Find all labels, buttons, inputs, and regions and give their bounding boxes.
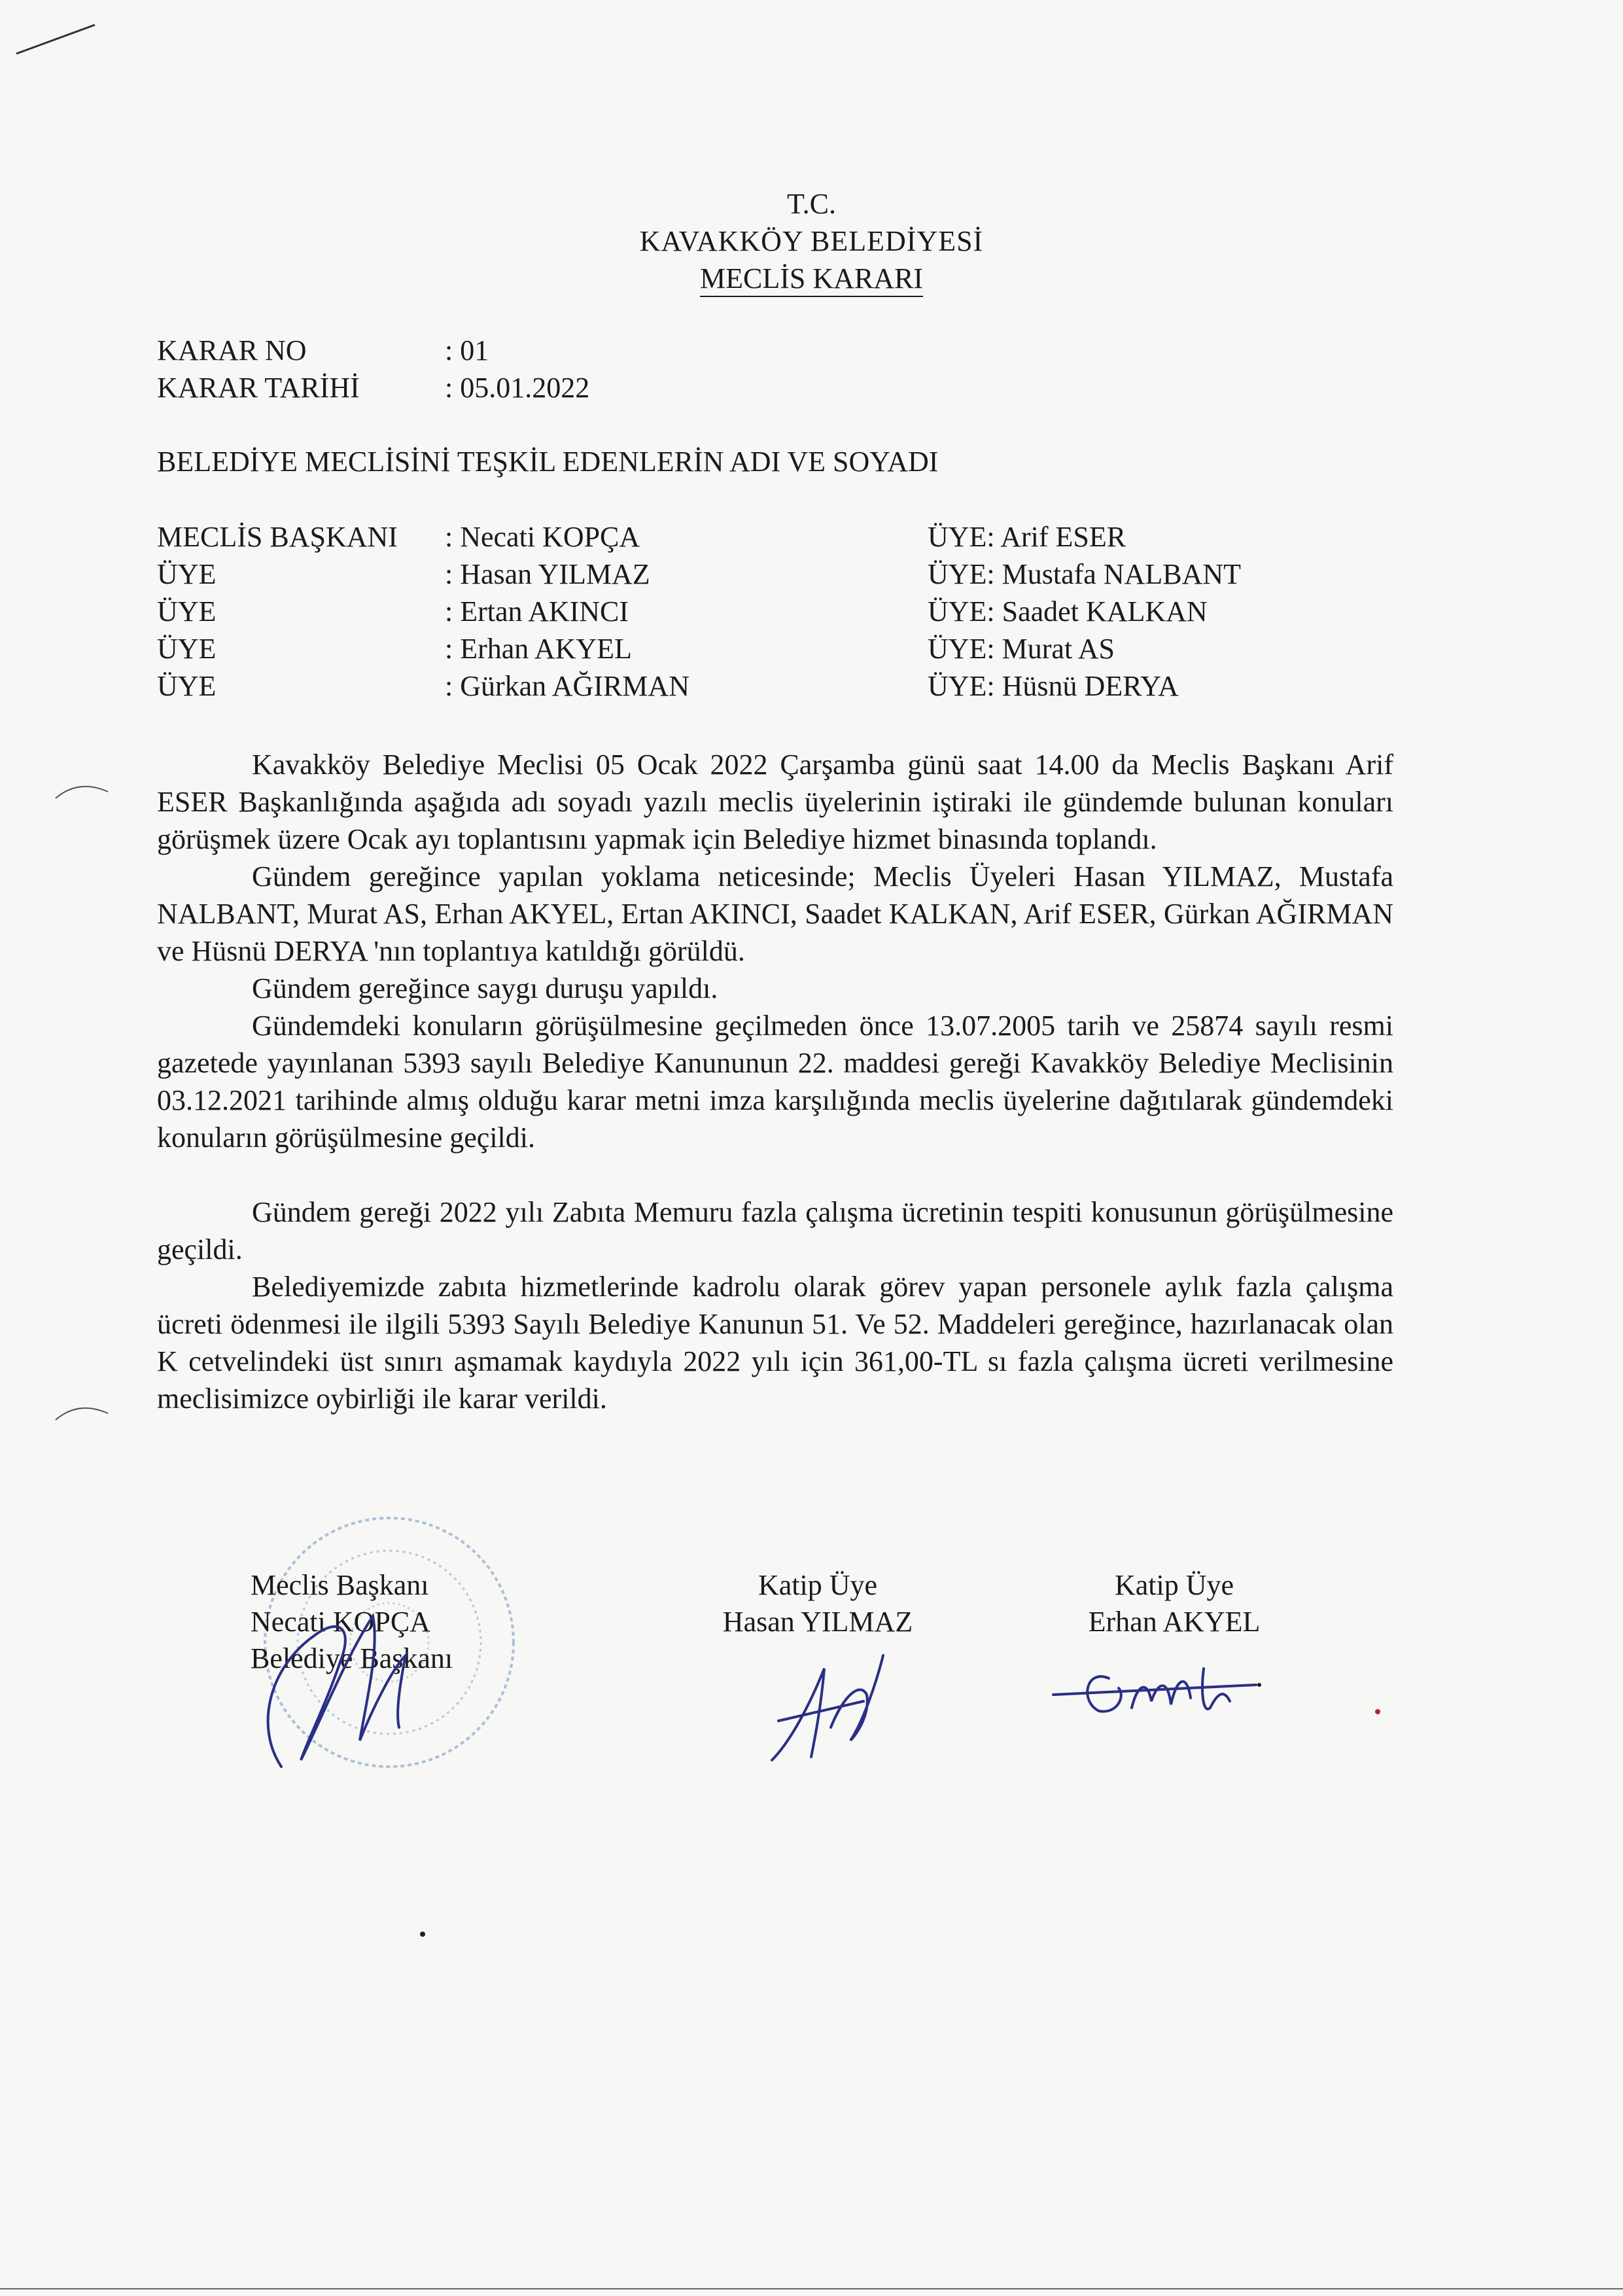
council-title: BELEDİYE MECLİSİNİ TEŞKİL EDENLERİN ADI VE SOYADI xyxy=(157,446,939,478)
council-name: : Hasan YILMAZ xyxy=(445,558,650,590)
signature-name: Hasan YILMAZ xyxy=(722,1606,913,1638)
handwritten-signature-icon xyxy=(752,1642,909,1773)
signature-block-clerk-2 xyxy=(1050,1567,1299,1640)
council-member-right: ÜYE: Hüsnü DERYA xyxy=(928,670,1179,702)
signature-role: Belediye Başkanı xyxy=(251,1642,453,1674)
header-decision-title: MECLİS KARARI xyxy=(0,260,1623,298)
council-role: ÜYE xyxy=(157,595,217,627)
paragraph-agenda-item: Gündem gereği 2022 yılı Zabıta Memuru fazla çalışma ücretinin tespiti konusunun görüşülmesine geçildi. xyxy=(157,1196,1393,1265)
decision-no-label: KARAR NO xyxy=(157,334,307,366)
paragraph-resolution: Belediyemizde zabıta hizmetlerinde kadrolu olarak görev yapan personele aylık fazla çalışma ücreti ödenmesi ile ilgili 5393 Sayılı Belediye Kanunun 51. Ve 52. Maddeleri gereğince, hazırlanacak olan K cetvelindeki üst sınırı aşmamak kaydıyla 2022 yılı için 361,00-TL sı fazla çalışma ücreti verilmesine meclisimizce oybirliği ile karar verildi. xyxy=(157,1271,1393,1415)
red-dot-icon xyxy=(1374,1708,1382,1716)
paragraph-attendance: Gündem gereğince yapılan yoklama neticesinde; Meclis Üyeleri Hasan YILMAZ, Mustafa NALBANT, Murat AS, Erhan AKYEL, Ertan AKINCI, Saadet KALKAN, Arif ESER, Gürkan AĞIRMAN ve Hüsnü DERYA 'nın toplantıya katıldığı görüldü. xyxy=(157,860,1393,967)
council-name: : Gürkan AĞIRMAN xyxy=(445,670,689,702)
scan-mark-icon xyxy=(13,13,98,59)
signature-name: Erhan AKYEL xyxy=(1088,1606,1261,1638)
header-tc: T.C. xyxy=(787,188,836,220)
council-name: : Erhan AKYEL xyxy=(445,633,632,665)
handwritten-signature-icon xyxy=(242,1590,451,1780)
handwritten-signature-icon xyxy=(1047,1649,1269,1734)
scan-edge-icon xyxy=(0,2287,1623,2291)
scan-arc-icon xyxy=(52,779,111,805)
council-role: ÜYE xyxy=(157,670,217,702)
paragraph-agenda: Gündemdeki konuların görüşülmesine geçilmeden önce 13.07.2005 tarih ve 25874 sayılı resmi gazetede yayınlanan 5393 sayılı Belediye Kanununun 22. maddesi gereği Kavakköy Belediye Meclisinin 03.12.2021 tarihinde almış olduğu karar metni imza karşılığında meclis üyelerine dağıtılarak gündemdeki konuların görüşülmesine geçildi. xyxy=(157,1010,1393,1154)
scan-arc-icon xyxy=(52,1400,111,1426)
ink-dot-icon xyxy=(419,1930,427,1938)
decision-body xyxy=(157,746,1393,1417)
decision-date-label: KARAR TARİHİ xyxy=(157,372,360,404)
council-member-right: ÜYE: Murat AS xyxy=(928,633,1115,665)
council-role: ÜYE xyxy=(157,558,217,590)
signature-name: Necati KOPÇA xyxy=(251,1606,430,1638)
council-member-right: ÜYE: Arif ESER xyxy=(928,521,1126,553)
council-role: MECLİS BAŞKANI xyxy=(157,521,398,553)
signature-title: Meclis Başkanı xyxy=(251,1569,429,1601)
decision-no-value: : 01 xyxy=(445,334,489,366)
decision-date-value: : 05.01.2022 xyxy=(445,372,590,404)
paragraph-silence: Gündem gereğince saygı duruşu yapıldı. xyxy=(252,972,718,1004)
header-municipality: KAVAKKÖY BELEDİYESİ xyxy=(639,225,984,257)
council-role: ÜYE xyxy=(157,633,217,665)
paragraph-meeting: Kavakköy Belediye Meclisi 05 Ocak 2022 Çarşamba günü saat 14.00 da Meclis Başkanı Arif ESER Başkanlığında aşağıda adı soyadı yazılı meclis üyelerinin iştiraki ile gündemde bulunan konuları görüşmek üzere Ocak ayı toplantısını yapmak için Belediye hizmet binasında toplandı. xyxy=(157,749,1393,855)
council-member-right: ÜYE: Mustafa NALBANT xyxy=(928,558,1242,590)
council-name: : Necati KOPÇA xyxy=(445,521,640,553)
council-member-right: ÜYE: Saadet KALKAN xyxy=(928,595,1208,627)
council-name: : Ertan AKINCI xyxy=(445,595,629,627)
signature-title: Katip Üye xyxy=(758,1569,878,1601)
signature-title: Katip Üye xyxy=(1114,1569,1234,1601)
signature-block-clerk-1 xyxy=(693,1567,942,1640)
